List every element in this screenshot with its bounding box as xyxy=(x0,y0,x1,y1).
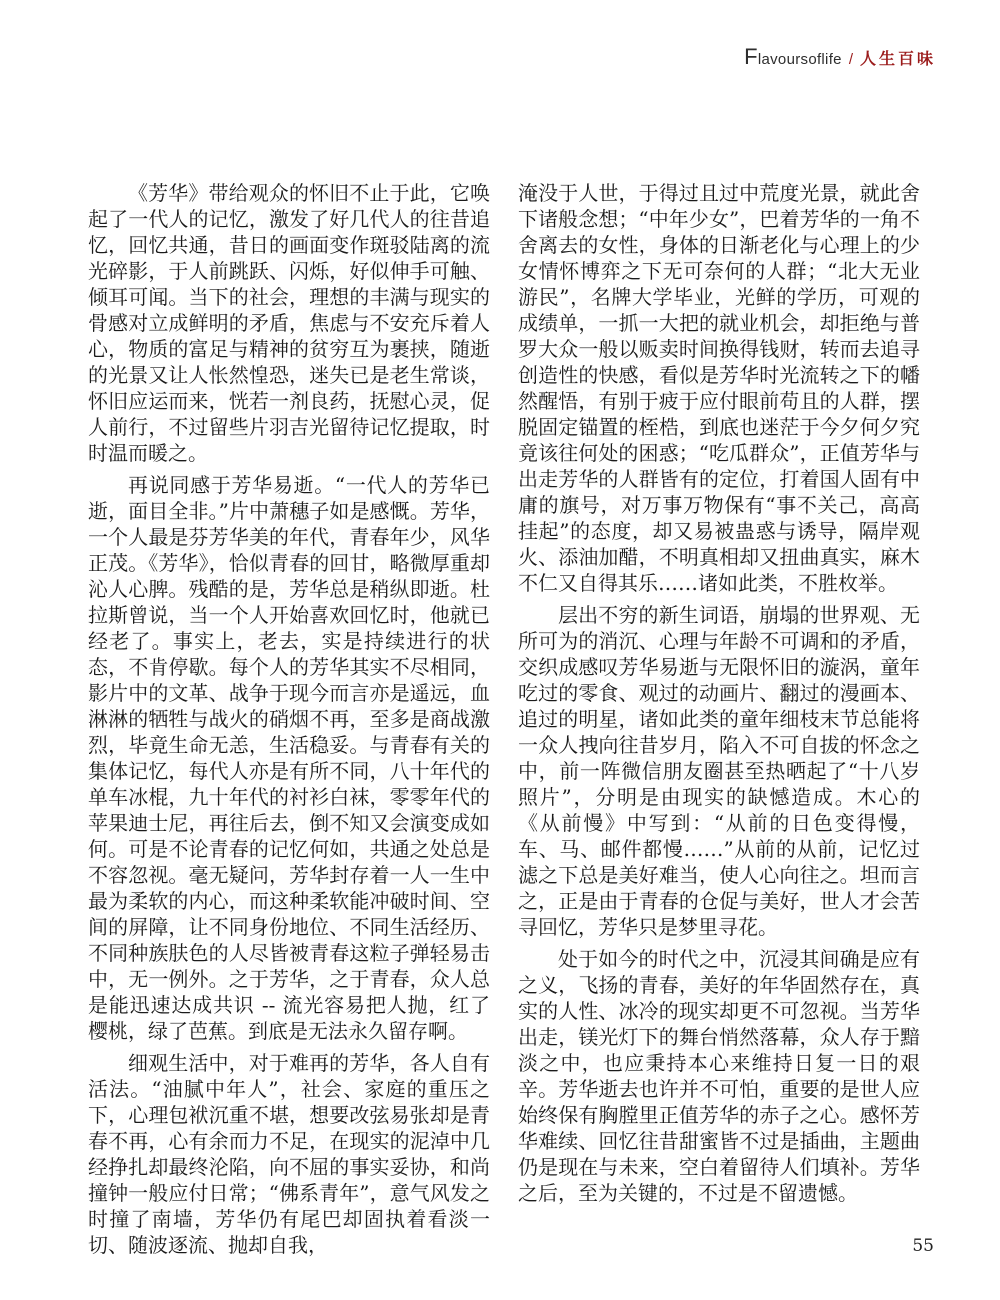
magazine-title-latin xyxy=(744,44,842,70)
article-paragraph: 再说同感于芳华易逝。“一代人的芳华已逝，面目全非。”片中萧穗子如是感慨。芳华，一个人最是芬芳华美的年代，青春年少，风华正茂。《芳华》，恰似青春的回甘，略微厚重却沁人心脾。残酷的是，芳华总是稍纵即逝。杜拉斯曾说，当一个人开始喜欢回忆时，他就已经老了。事实上，老去，实是持续进行的状态，不肯停歇。每个人的芳华其实不尽相同，影片中的文革、战争于现今而言亦是遥远，血淋淋的牺牲与战火的硝烟不再，至多是商战激烈，毕竟生命无恙，生活稳妥。与青春有关的集体记忆，每代人亦是有所不同，八十年代的单车冰棍，九十年代的衬衫白袜，零零年代的苹果迪士尼，再往后去，倒不知又会演变成如何。可是不论青春的记忆何如，共通之处总是不容忽视。毫无疑问，芳华封存着一人一生中最为柔软的内心，而这种柔软能冲破时间、空间的屏障，让不同身份地位、不同生活经历、不同种族肤色的人尽皆被青春这粒子弹轻易击中，无一例外。之于芳华，之于青春，众人总是能迅速达成共识 -- 流光容易把人抛，红了樱桃，绿了芭蕉。到底是无法永久留存啊。 xyxy=(88,473,490,1043)
article-paragraph: 层出不穷的新生词语，崩塌的世界观、无所可为的消沉、心理与年龄不可调和的矛盾，交织成感叹芳华易逝与无限怀旧的漩涡，童年吃过的零食、观过的动画片、翻过的漫画本、追过的明星，诸如此类的童年细枝末节总能将一众人拽向往昔岁月，陷入不可自拔的怀念之中，前一阵微信朋友圈甚至热晒起了“十八岁照片”，分明是由现实的缺憾造成。木心的《从前慢》中写到：“从前的日色变得慢，车、马、邮件都慢……”从前的从前，记忆过滤之下总是美好难当，使人心向往之。坦而言之，正是由于青春的仓促与美好，世人才会苦寻回忆，芳华只是梦里寻花。 xyxy=(518,603,920,939)
article-paragraph-continuation: 淹没于人世，于得过且过中荒度光景，就此舍下诸般念想；“中年少女”，巴着芳华的一角不舍离去的女性，身体的日渐老化与心理上的少女情怀博弈之下无可奈何的人群；“北大无业游民”，名牌大学毕业，光鲜的学历，可观的成绩单，一抓一大把的就业机会，却拒绝与普罗大众一般以贩卖时间换得钱财，转而去追寻创造性的快感，看似是芳华时光流转之下的幡然醒悟，有别于疲于应付眼前苟且的人群，摆脱固定锚置的桎梏，到底也迷茫于今夕何夕究竟该往何处的困惑；“吃瓜群众”，正值芳华与出走芳华的人群皆有的定位，打着国人固有中庸的旗号，对万事万物保有“事不关己，高高挂起”的态度，却又易被蛊惑与诱导，隔岸观火、添油加醋，不明真相却又扭曲真实，麻木不仁又自得其乐……诸如此类，不胜枚举。 xyxy=(518,181,920,595)
magazine-title-rest: lavoursoflife xyxy=(757,51,842,68)
article-paragraph: 细观生活中，对于难再的芳华，各人自有活法。“油腻中年人”，社会、家庭的重压之下，心理包袱沉重不堪，想要改弦易张却是青春不再，心有余而力不足，在现实的泥淖中几经挣扎却最终沦陷，向不屈的事实妥协，和尚撞钟一般应付日常；“佛系青年”，意气风发之时撞了南墙，芳华仍有尾巴却固执着看淡一切、随波逐流、抛却自我， xyxy=(88,1051,490,1257)
page-header xyxy=(744,44,936,70)
article-paragraph: 《芳华》带给观众的怀旧不止于此，它唤起了一代人的记忆，激发了好几代人的往昔追忆，回忆共通，昔日的画面变作斑驳陆离的流光碎影，于人前跳跃、闪烁，好似伸手可触、倾耳可闻。当下的社会，理想的丰满与现实的骨感对立成鲜明的矛盾，焦虑与不安充斥着人心，物质的富足与精神的贫穷互为裹挟，随逝的光景又让人怅然惶恐，迷失已是老生常谈，怀旧应运而来，恍若一剂良药，抚慰心灵，促人前行，不过留些片羽吉光留待记忆提取，时时温而暖之。 xyxy=(88,181,490,465)
section-title-chinese: 人生百味 xyxy=(859,49,936,68)
article-paragraph: 处于如今的时代之中，沉浸其间确是应有之义，飞扬的青春，美好的年华固然存在，真实的人性、冰冷的现实却更不可忽视。当芳华出走，镁光灯下的舞台悄然落幕，众人存于黯淡之中，也应秉持本心来维持日复一日的艰辛。芳华逝去也许并不可怕，重要的是世人应始终保有胸膛里正值芳华的赤子之心。感怀芳华难续、回忆往昔甜蜜皆不过是插曲，主题曲仍是现在与未来，空白着留待人们填补。芳华之后，至为关键的，不过是不留遗憾。 xyxy=(518,947,920,1205)
header-separator: / xyxy=(848,51,853,68)
right-column xyxy=(518,180,920,1264)
article-body xyxy=(88,180,920,1264)
magazine-title-initial: F xyxy=(744,44,758,69)
left-column xyxy=(88,180,490,1264)
page-number: 55 xyxy=(912,1236,934,1256)
